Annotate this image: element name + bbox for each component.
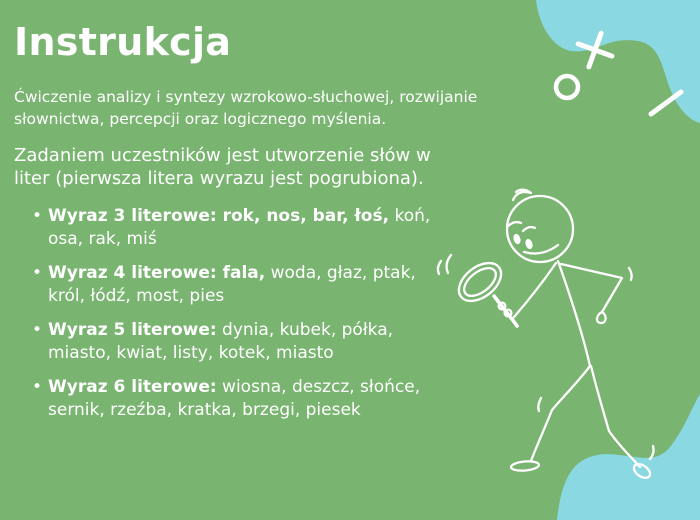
task-paragraph-line: Zadaniem uczestników jest utworzenie słów w xyxy=(14,145,431,166)
intro-paragraph xyxy=(14,86,534,130)
task-paragraph xyxy=(14,144,484,190)
list-item-6-letter-words xyxy=(18,376,448,421)
list-item-3-letter-words xyxy=(18,205,448,250)
list-item-bold-text: Wyraz 3 literowe: rok, nos, bar, łoś, xyxy=(48,206,390,226)
intro-paragraph-line: Ćwiczenie analizy i syntezy wzrokowo-słuchowej, rozwijanie xyxy=(14,88,478,106)
word-list xyxy=(18,205,448,433)
list-item-bold-text: Wyraz 5 literowe: xyxy=(48,320,217,340)
intro-paragraph-line: słownictwa, percepcji oraz logicznego myślenia. xyxy=(14,110,387,128)
list-item-5-letter-words xyxy=(18,319,448,364)
list-item-bold-text: Wyraz 4 literowe: fala, xyxy=(48,263,266,283)
list-item-regular-text: woda, głaz, ptak, król, łódź, most, pies xyxy=(48,263,416,306)
list-item-regular-text: dynia, kubek, półka, miasto, kwiat, listy, kotek, miasto xyxy=(48,320,394,363)
list-item-4-letter-words xyxy=(18,262,448,307)
list-item-bold-text: Wyraz 6 literowe: xyxy=(48,377,217,397)
task-paragraph-line: liter (pierwsza litera wyrazu jest pogrubiona). xyxy=(14,168,424,189)
page-title: Instrukcja xyxy=(14,20,232,64)
list-item-regular-text: koń, osa, rak, miś xyxy=(48,206,431,249)
list-item-regular-text: wiosna, deszcz, słońce, sernik, rzeźba, kratka, brzegi, piesek xyxy=(48,377,421,420)
